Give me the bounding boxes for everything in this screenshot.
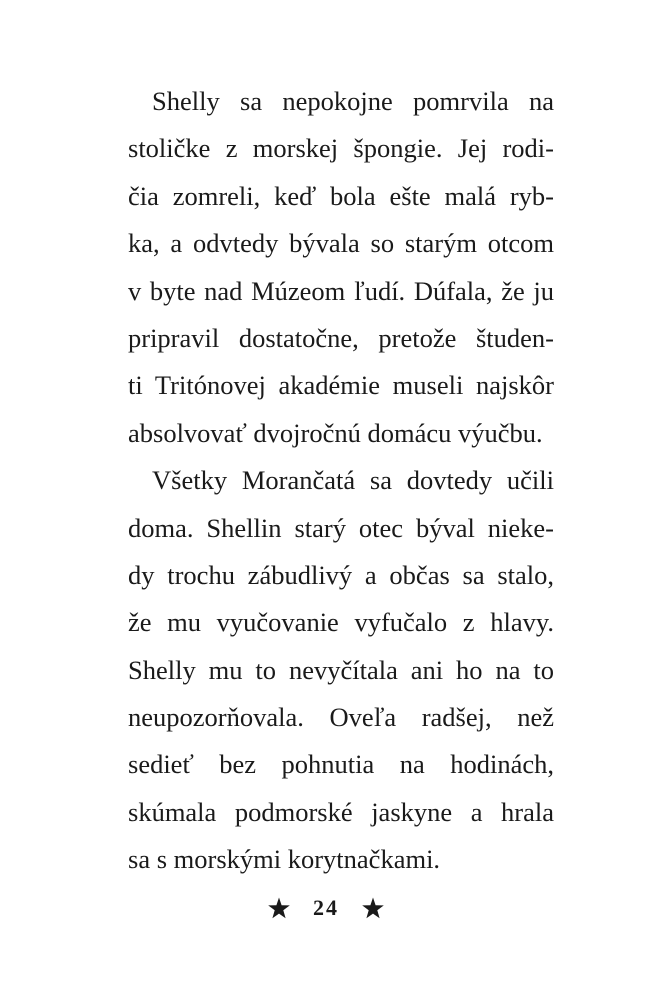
- text-line: stoličke z morskej špongie. Jej rodi-: [128, 133, 554, 164]
- text-line: čia zomreli, keď bola ešte malá ryb-: [128, 180, 554, 211]
- text-line: že mu vyučovanie vyfučalo z hlavy.: [128, 607, 554, 638]
- text-line: sedieť bez pohnutia na hodinách,: [128, 749, 554, 780]
- text-line: pripravil dostatočne, pretože študen-: [128, 322, 554, 353]
- text-line: ka, a odvtedy bývala so starým otcom: [128, 228, 554, 259]
- text-line: Shelly mu to nevyčítala ani ho na to: [128, 654, 554, 685]
- text-line: dy trochu zábudlivý a občas sa stalo,: [128, 559, 554, 590]
- text-line: doma. Shellin starý otec býval nieke-: [128, 512, 554, 543]
- page-number: 24: [313, 895, 339, 920]
- text-line: v byte nad Múzeom ľudí. Dúfala, že ju: [128, 275, 554, 306]
- star-icon: [267, 896, 291, 920]
- star-icon: [361, 896, 385, 920]
- text-line: sa s morskými korytnačkami.: [128, 844, 441, 875]
- text-line: skúmala podmorské jaskyne a hrala: [128, 796, 554, 827]
- text-line: ti Tritónovej akadémie museli najskôr: [128, 370, 554, 401]
- text-line: Všetky Morančatá sa dovtedy učili: [152, 465, 554, 496]
- text-line: neupozorňovala. Oveľa radšej, než: [128, 702, 554, 733]
- text-line: Shelly sa nepokojne pomrvila na: [152, 86, 554, 116]
- text-line: absolvovať dvojročnú domácu výučbu.: [128, 417, 543, 448]
- body-text: [128, 78, 554, 884]
- page-footer: [0, 896, 652, 920]
